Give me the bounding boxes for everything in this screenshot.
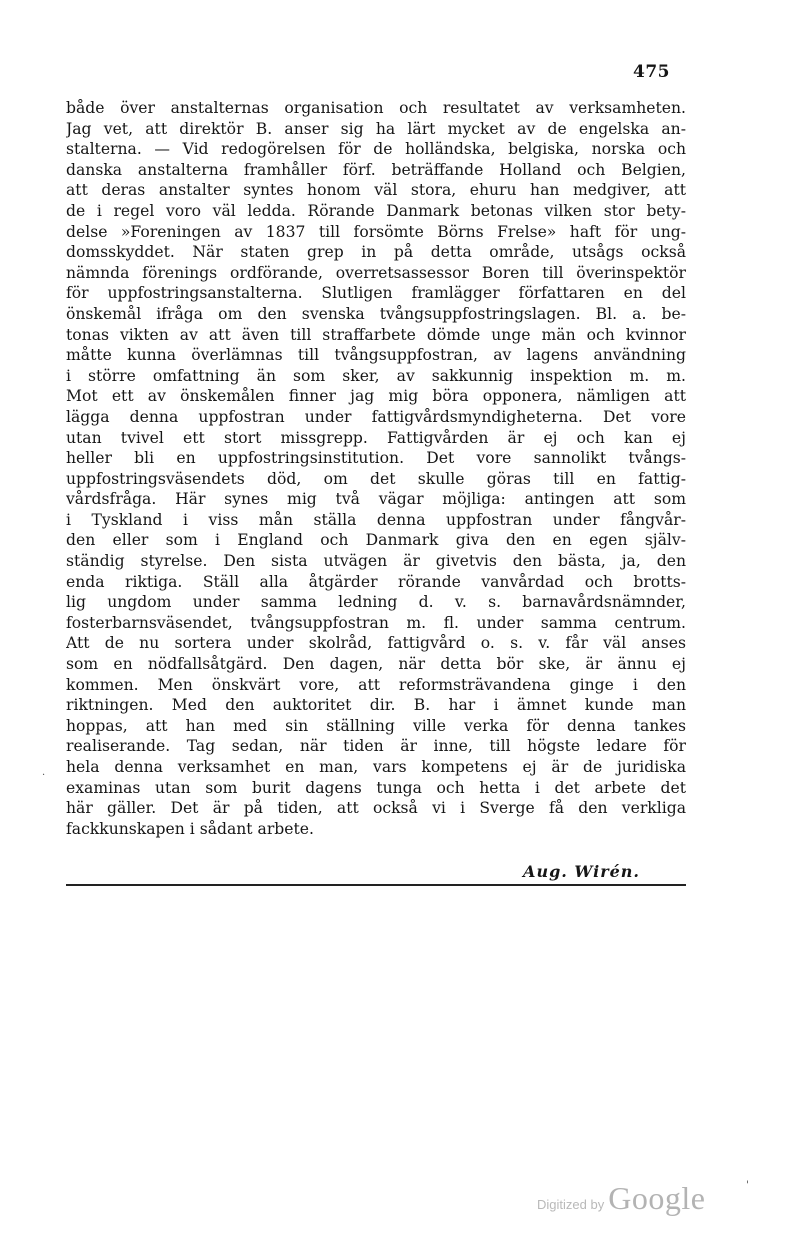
text-line: Mot ett av önskemålen finner jag mig böra opponera, nämligen att [66,387,686,406]
text-line: för uppfostringsanstalterna. Slutligen framlägger författaren en del [66,284,686,303]
text-line: domsskyddet. När staten grep in på detta område, utsågs också [66,243,686,262]
text-line: i Tyskland i viss mån ställa denna uppfostran under fångvår- [66,510,686,529]
text-line: i större omfattning än som sker, av sakkunnig inspektion m. m. [66,366,686,385]
text-line: måtte kunna överlämnas till tvångsuppfostran, av lagens användning [66,346,686,365]
text-line: nämnda förenings ordförande, overretsassessor Boren till överinspektör [66,263,686,282]
digitized-watermark [537,1180,705,1217]
text-line: realiserande. Tag sedan, när tiden är inne, till högste ledare för [66,737,686,756]
text-line: som en nödfallsåtgärd. Den dagen, när detta bör ske, är ännu ej [66,655,686,674]
text-line: uppfostringsväsendets död, om det skulle göras till en fattig- [66,469,686,488]
text-line: lig ungdom under samma ledning d. v. s. barnavårdsnämnder, [66,593,686,612]
text-line: tonas vikten av att även till straffarbete dömde unge män och kvinnor [66,325,686,344]
text-line: kommen. Men önskvärt vore, att reformsträvandena ginge i den [66,675,686,694]
text-line: både över anstalternas organisation och resultatet av verksamheten. [66,99,686,117]
text-line: vårdsfråga. Här synes mig två vägar möjliga: antingen att som [66,490,686,509]
text-line: önskemål ifråga om den svenska tvångsuppfostringslagen. Bl. a. be- [66,304,686,323]
text-line: utan tvivel ett stort missgrepp. Fattigvården är ej och kan ej [66,428,686,447]
text-line: hoppas, att han med sin ställning ville verka för denna tankes [66,716,686,735]
text-line: att deras anstalter syntes honom väl stora, ehuru han medgiver, att [66,181,686,200]
text-line: lägga denna uppfostran under fattigvårdsmyndigheterna. Det vore [66,407,686,426]
text-line: delse »Foreningen av 1837 till forsömte Börns Frelse» haft för ung- [66,222,686,241]
margin-mark: · [42,770,46,781]
google-logo: Google [608,1180,706,1216]
text-line: hela denna verksamhet en man, vars kompetens ej är de juridiska [66,758,686,776]
text-line: fosterbarnsväsendet, tvångsuppfostran m. fl. under samma centrum. [66,613,686,632]
text-line: riktningen. Med den auktoritet dir. B. har i ämnet kunde man [66,696,686,715]
author-signature: Aug. Wirén. [523,862,640,881]
body-text [66,98,686,839]
text-line: enda riktiga. Ställ alla åtgärder rörande vanvårdad och brotts- [66,572,686,591]
text-line: ständig styrelse. Den sista utvägen är givetvis den bästa, ja, den [66,552,686,571]
text-line: de i regel voro väl ledda. Rörande Danmark betonas vilken stor bety- [66,201,686,220]
text-line: heller bli en uppfostringsinstitution. Det vore sannolikt tvångs- [66,449,686,468]
text-line: examinas utan som burit dagens tunga och hetta i det arbete det [66,778,686,797]
text-line: fackkunskapen i sådant arbete. [66,819,314,838]
page-number: 475 [633,62,670,82]
text-line: Att de nu sortera under skolråd, fattigvård o. s. v. får väl anses [66,634,686,653]
text-line: stalterna. — Vid redogörelsen för de holländska, belgiska, norska och [66,140,686,159]
text-line: här gäller. Det är på tiden, att också vi i Sverge få den verkliga [66,799,686,818]
end-rule [66,884,686,886]
text-line: danska anstalterna framhåller förf. beträffande Holland och Belgien, [66,160,686,179]
digitized-by-label: Digitized by [537,1197,605,1212]
text-line: den eller som i England och Danmark giva den en egen själv- [66,531,686,550]
text-line: Jag vet, att direktör B. anser sig ha lärt mycket av de engelska an- [66,119,686,138]
corner-mark: ' [746,1180,749,1191]
